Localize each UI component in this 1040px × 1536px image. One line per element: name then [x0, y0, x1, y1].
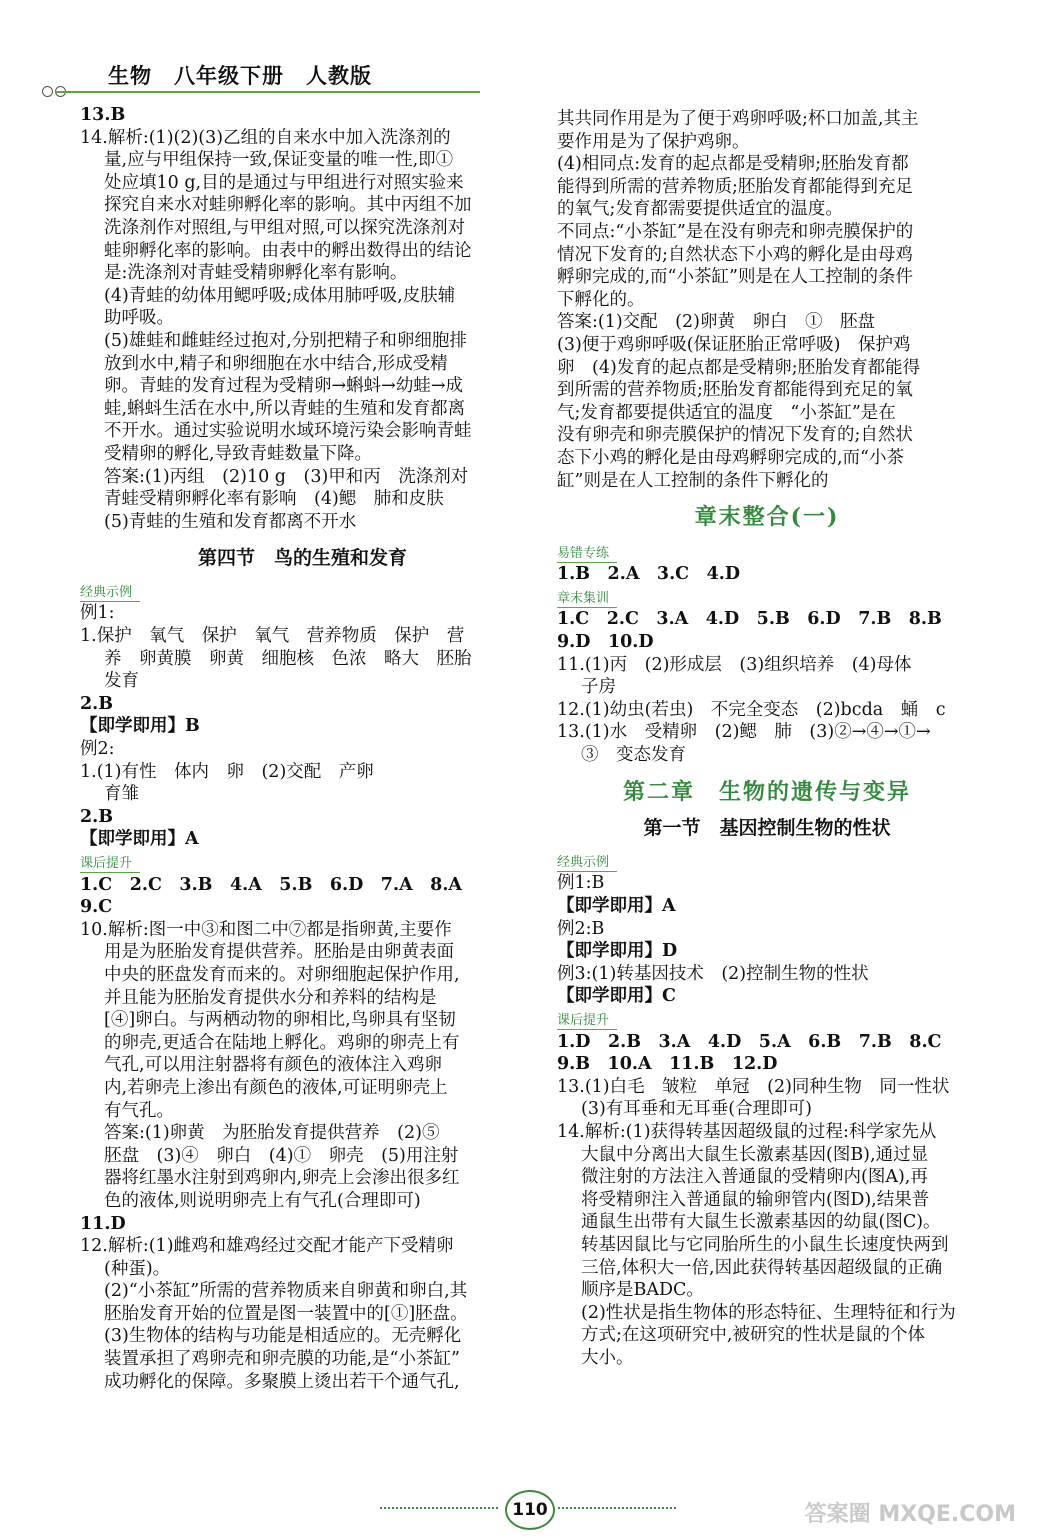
- page-header: [0, 0, 1040, 100]
- text-line: 的氧气;发育都需要提供适宜的温度。: [557, 199, 843, 220]
- text-line: 10.解析:图一中③和图二中⑦都是指卵黄,主要作: [80, 919, 452, 940]
- text-line: 受精卵的孵化,导致青蛙数量下降。: [104, 443, 373, 464]
- text-line: 内,若卵壳上渗出有颜色的液体,可证明卵壳上: [104, 1077, 448, 1098]
- text-line: 养 卵黄膜 卵黄 细胞核 色浓 略大 胚胎: [104, 648, 472, 669]
- text-line: 1.D 2.B 3.A 4.D 5.A 6.B 7.B 8.C: [557, 1031, 942, 1052]
- text-line: 例2:B: [557, 918, 605, 939]
- text-line: 有气孔。: [104, 1100, 174, 1121]
- text-line: 中央的胚盘发育而来的。对卵细胞起保护作用,: [104, 964, 460, 985]
- section-heading: 第四节 鸟的生殖和发育: [197, 547, 407, 570]
- footer-dots-left: [380, 1507, 498, 1509]
- chapter-heading: 章末整合(一): [694, 504, 840, 531]
- text-line: 2.B: [80, 806, 114, 827]
- text-line: (3)便于鸡卵呼吸(保证胚胎正常呼吸) 保护鸡: [557, 334, 911, 355]
- chapter-heading: 第二章 生物的遗传与变异: [622, 778, 911, 805]
- text-line: 是:洗涤剂对青蛙受精卵孵化率有影响。: [104, 263, 408, 284]
- text-line: 11.(1)丙 (2)形成层 (3)组织培养 (4)母体: [557, 654, 912, 675]
- text-line: 能得到所需的营养物质;胚胎发育都能得到充足: [557, 176, 913, 197]
- text-line: (3)生物体的结构与功能是相适应的。无壳孵化: [104, 1326, 462, 1347]
- text-line: 孵卵完成的,而“小茶缸”则是在人工控制的条件: [557, 267, 913, 288]
- text-line: 13.B: [80, 105, 126, 125]
- text-line: 9.D 10.D: [557, 632, 654, 653]
- text-line: 探究自来水对蛙卵孵化率的影响。其中丙组不加: [104, 195, 472, 216]
- text-line: 子房: [581, 677, 616, 698]
- text-line: 【即学即用】A: [80, 829, 199, 850]
- text-line: 不同点:“小茶缸”是在没有卵壳和卵壳膜保护的: [557, 221, 914, 242]
- text-line: 并且能为胚胎发育提供水分和养料的结构是: [104, 987, 437, 1008]
- text-line: 微注射的方法注入普通鼠的受精卵内(图A),再: [581, 1167, 928, 1188]
- text-line: (5)青蛙的生殖和发育都离不开水: [104, 511, 357, 532]
- section-tag: 课后提升: [80, 855, 140, 873]
- text-line: 气孔,可以用注射器将有颜色的液体注入鸡卵: [104, 1055, 443, 1076]
- text-line: (4)相同点:发育的起点都是受精卵;胚胎发育都: [557, 154, 909, 175]
- header-circle-icon: [42, 86, 53, 97]
- text-line: 成功孵化的保障。多聚膜上烫出若干个通气孔,: [104, 1371, 460, 1392]
- text-line: 9.C: [80, 897, 113, 918]
- text-line: 转基因鼠比与它同胎所生的小鼠生长速度快两到: [581, 1234, 949, 1255]
- text-line: 发育: [104, 671, 139, 692]
- section-tag: 易错专练: [557, 545, 617, 563]
- text-line: 例2:: [80, 739, 115, 760]
- text-line: 量,应与甲组保持一致,保证变量的唯一性,即①: [104, 150, 454, 171]
- text-line: 例3:(1)转基因技术 (2)控制生物的性状: [557, 963, 869, 984]
- text-line: (种蛋)。: [104, 1258, 171, 1279]
- text-line: 要作用是为了保护鸡卵。: [557, 131, 750, 152]
- header-rule: [55, 91, 480, 93]
- text-line: 胚盘 (3)④ 卵白 (4)① 卵壳 (5)用注射: [104, 1145, 459, 1166]
- text-line: 顺序是BADC。: [581, 1280, 704, 1301]
- section-tag: 经典示例: [80, 584, 140, 602]
- text-line: 卵 (4)发育的起点都是受精卵;胚胎发育都能得: [557, 357, 921, 378]
- header-title: 生物 八年级下册 人教版: [108, 64, 372, 88]
- text-line: 通鼠生出带有大鼠生长激素基因的幼鼠(图C)。: [581, 1212, 941, 1233]
- text-line: 1.B 2.A 3.C 4.D: [557, 564, 741, 585]
- text-line: 的卵壳,更适合在陆地上孵化。鸡卵的卵壳上有: [104, 1032, 460, 1053]
- text-line: 三倍,体积大一倍,因此获得转基因超级鼠的正确: [581, 1257, 943, 1278]
- text-line: 胚胎发育开始的位置是图一装置中的[①]胚盘。: [104, 1303, 468, 1324]
- text-line: 11.D: [80, 1213, 126, 1234]
- left-column: [80, 104, 525, 1393]
- text-line: 【即学即用】B: [80, 716, 200, 737]
- text-line: 12.解析:(1)雌鸡和雄鸡经过交配才能产下受精卵: [80, 1236, 454, 1257]
- text-line: (2)“小茶缸”所需的营养物质来自卵黄和卵白,其: [104, 1281, 468, 1302]
- footer-dots-right: [558, 1507, 676, 1509]
- text-line: 下孵化的。: [557, 289, 645, 310]
- text-line: 放到水中,精子和卵细胞在水中结合,形成受精: [104, 353, 448, 374]
- text-line: 没有卵壳和卵壳膜保护的情况下发育的;自然状: [557, 425, 913, 446]
- text-line: 蛙卵孵化率的影响。由表中的孵出数得出的结论: [104, 240, 472, 261]
- text-line: ③ 变态发育: [581, 745, 686, 766]
- text-line: 到所需的营养物质;胚胎发育都能得到充足的氧: [557, 380, 913, 401]
- text-line: 用是为胚胎发育提供营养。胚胎是由卵黄表面: [104, 942, 454, 963]
- text-line: 【即学即用】C: [557, 986, 676, 1007]
- text-line: 缸”则是在人工控制的条件下孵化的: [557, 470, 829, 491]
- text-line: 2.B: [80, 693, 114, 714]
- text-line: 助呼吸。: [104, 308, 174, 329]
- section-tag: 课后提升: [557, 1012, 617, 1030]
- text-line: 答案:(1)卵黄 为胚胎发育提供营养 (2)⑤: [104, 1123, 440, 1144]
- text-line: 蛙,蝌蚪生活在水中,所以青蛙的生殖和发育都离: [104, 398, 466, 419]
- text-line: 气;发育都要提供适宜的温度 “小茶缸”是在: [557, 402, 896, 423]
- page-number: 110: [505, 1490, 555, 1530]
- text-line: 例1:B: [557, 873, 605, 894]
- text-line: 方式;在这项研究中,被研究的性状是鼠的个体: [581, 1325, 925, 1346]
- watermark: 答案圈 MXQE.COM: [804, 1502, 1016, 1527]
- text-line: 14.解析:(1)(2)(3)乙组的自来水中加入洗涤剂的: [80, 127, 451, 148]
- text-line: (5)雄蛙和雌蛙经过抱对,分别把精子和卵细胞排: [104, 330, 467, 351]
- text-line: 洗涤剂作对照组,与甲组对照,可以探究洗涤剂对: [104, 217, 466, 238]
- text-line: 14.解析:(1)获得转基因超级鼠的过程:科学家先从: [557, 1121, 937, 1142]
- text-line: 不开水。通过实验说明水域环境污染会影响青蛙: [104, 421, 472, 442]
- text-line: 情况下发育的;自然状态下小鸡的孵化是由母鸡: [557, 244, 913, 265]
- text-line: 处应填10 g,目的是通过与甲组进行对照实验来: [104, 172, 464, 193]
- text-line: 育雏: [104, 784, 139, 805]
- text-line: 器将红墨水注射到鸡卵内,卵壳上会渗出很多红: [104, 1168, 460, 1189]
- text-line: 装置承担了鸡卵壳和卵壳膜的功能,是“小茶缸”: [104, 1349, 460, 1370]
- text-line: 1.C 2.C 3.A 4.D 5.B 6.D 7.B 8.B: [557, 609, 942, 630]
- text-line: (4)青蛙的幼体用鳃呼吸;成体用肺呼吸,皮肤辅: [104, 285, 456, 306]
- text-line: 其共同作用是为了便于鸡卵呼吸;杯口加盖,其主: [557, 109, 919, 129]
- text-line: (3)有耳垂和无耳垂(合理即可): [581, 1099, 812, 1120]
- text-line: 例1:: [80, 603, 115, 624]
- text-line: 1.保护 氧气 保护 氧气 营养物质 保护 营: [80, 626, 465, 647]
- text-line: 13.(1)水 受精卵 (2)鳃 肺 (3)②→④→①→: [557, 722, 931, 743]
- text-line: 答案:(1)交配 (2)卵黄 卵白 ① 胚盘: [557, 312, 875, 333]
- section-heading: 第一节 基因控制生物的性状: [643, 817, 891, 840]
- text-line: 卵。青蛙的发育过程为受精卵→蝌蚪→幼蛙→成: [104, 376, 463, 397]
- section-tag: 章末集训: [557, 590, 617, 608]
- text-line: 大小。: [581, 1347, 634, 1368]
- text-line: (2)性状是指生物体的形态特征、生理特征和行为: [581, 1302, 956, 1323]
- text-line: 【即学即用】A: [557, 896, 676, 916]
- text-line: 色的液体,则说明卵壳上有气孔(合理即可): [104, 1190, 421, 1211]
- text-line: 12.(1)幼虫(若虫) 不完全变态 (2)bcda 蛹 c: [557, 699, 946, 720]
- right-column: [557, 108, 977, 1369]
- text-line: [④]卵白。与两栖动物的卵相比,鸟卵具有坚韧: [104, 1010, 456, 1031]
- text-line: 青蛙受精卵孵化率有影响 (4)鳃 肺和皮肤: [104, 489, 444, 510]
- text-line: 1.C 2.C 3.B 4.A 5.B 6.D 7.A 8.A: [80, 874, 463, 895]
- section-tag: 经典示例: [557, 854, 617, 872]
- text-line: 大鼠中分离出大鼠生长激素基因(图B),通过显: [581, 1144, 929, 1165]
- text-line: 答案:(1)丙组 (2)10 g (3)甲和丙 洗涤剂对: [104, 466, 469, 487]
- text-line: 13.(1)白毛 皱粒 单冠 (2)同种生物 同一性状: [557, 1076, 950, 1097]
- text-line: 【即学即用】D: [557, 941, 678, 962]
- text-line: 态下小鸡的孵化是由母鸡孵卵完成的,而“小茶: [557, 447, 905, 468]
- text-line: 9.B 10.A 11.B 12.D: [557, 1054, 778, 1075]
- text-line: 将受精卵注入普通鼠的输卵管内(图D),结果普: [581, 1189, 930, 1210]
- text-line: 1.(1)有性 体内 卵 (2)交配 产卵: [80, 761, 374, 782]
